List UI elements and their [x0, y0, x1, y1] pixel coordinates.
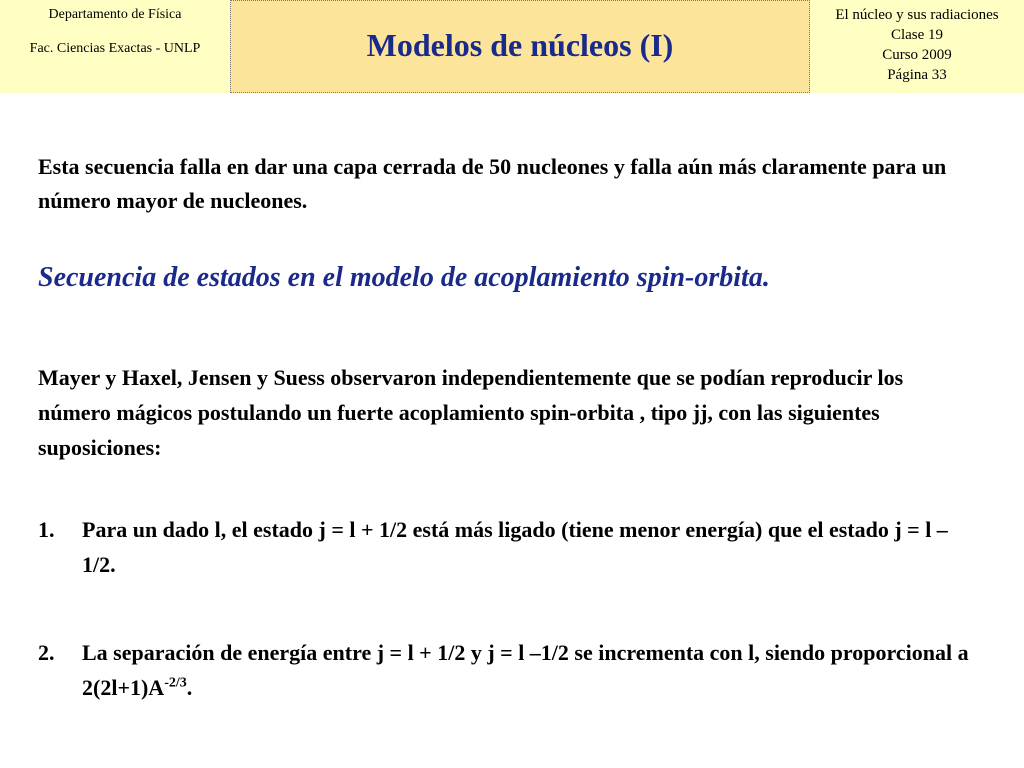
faculty-name: Fac. Ciencias Exactas - UNLP [29, 41, 201, 56]
slide-title: Modelos de núcleos (I) [366, 27, 674, 63]
class-number: Clase 19 [890, 27, 944, 43]
list-text-wrapper [82, 635, 978, 705]
list-number: 1. [38, 517, 55, 542]
section-subtitle: Secuencia de estados en el modelo de acoplamiento spin-orbita. [38, 262, 770, 293]
list-text: La separación de energía entre j = l + 1/2 y j = l –1/2 se incrementa con l, siendo proporcional a 2(2l+1)A [82, 640, 969, 700]
list-number: 2. [38, 640, 55, 665]
dept-name: Departamento de Física [48, 7, 182, 22]
exponent: -2/3 [164, 675, 187, 691]
page-number: Página 33 [887, 67, 947, 83]
paragraph-mayer: Mayer y Haxel, Jensen y Suess observaron independientemente que se podían reproducir los número mágicos postulando un fuerte acoplamiento spin-orbita , tipo jj, con las siguientes suposiciones: [38, 365, 904, 460]
paragraph-intro: Esta secuencia falla en dar una capa cerrada de 50 nucleones y falla aún más claramente para un número mayor de nucleones. [38, 154, 947, 213]
list-end: . [186, 675, 193, 700]
list-text: Para un dado l, el estado j = l + 1/2 está más ligado (tiene menor energía) que el estado j = l –1/2. [82, 517, 948, 577]
course-name: El núcleo y sus radiaciones [835, 7, 999, 23]
course-year: Curso 2009 [882, 47, 952, 63]
header-title-panel [230, 0, 810, 93]
header-course-panel [810, 0, 1024, 93]
list-item [38, 512, 978, 582]
list-item [38, 635, 978, 705]
header-dept-panel [0, 0, 230, 93]
